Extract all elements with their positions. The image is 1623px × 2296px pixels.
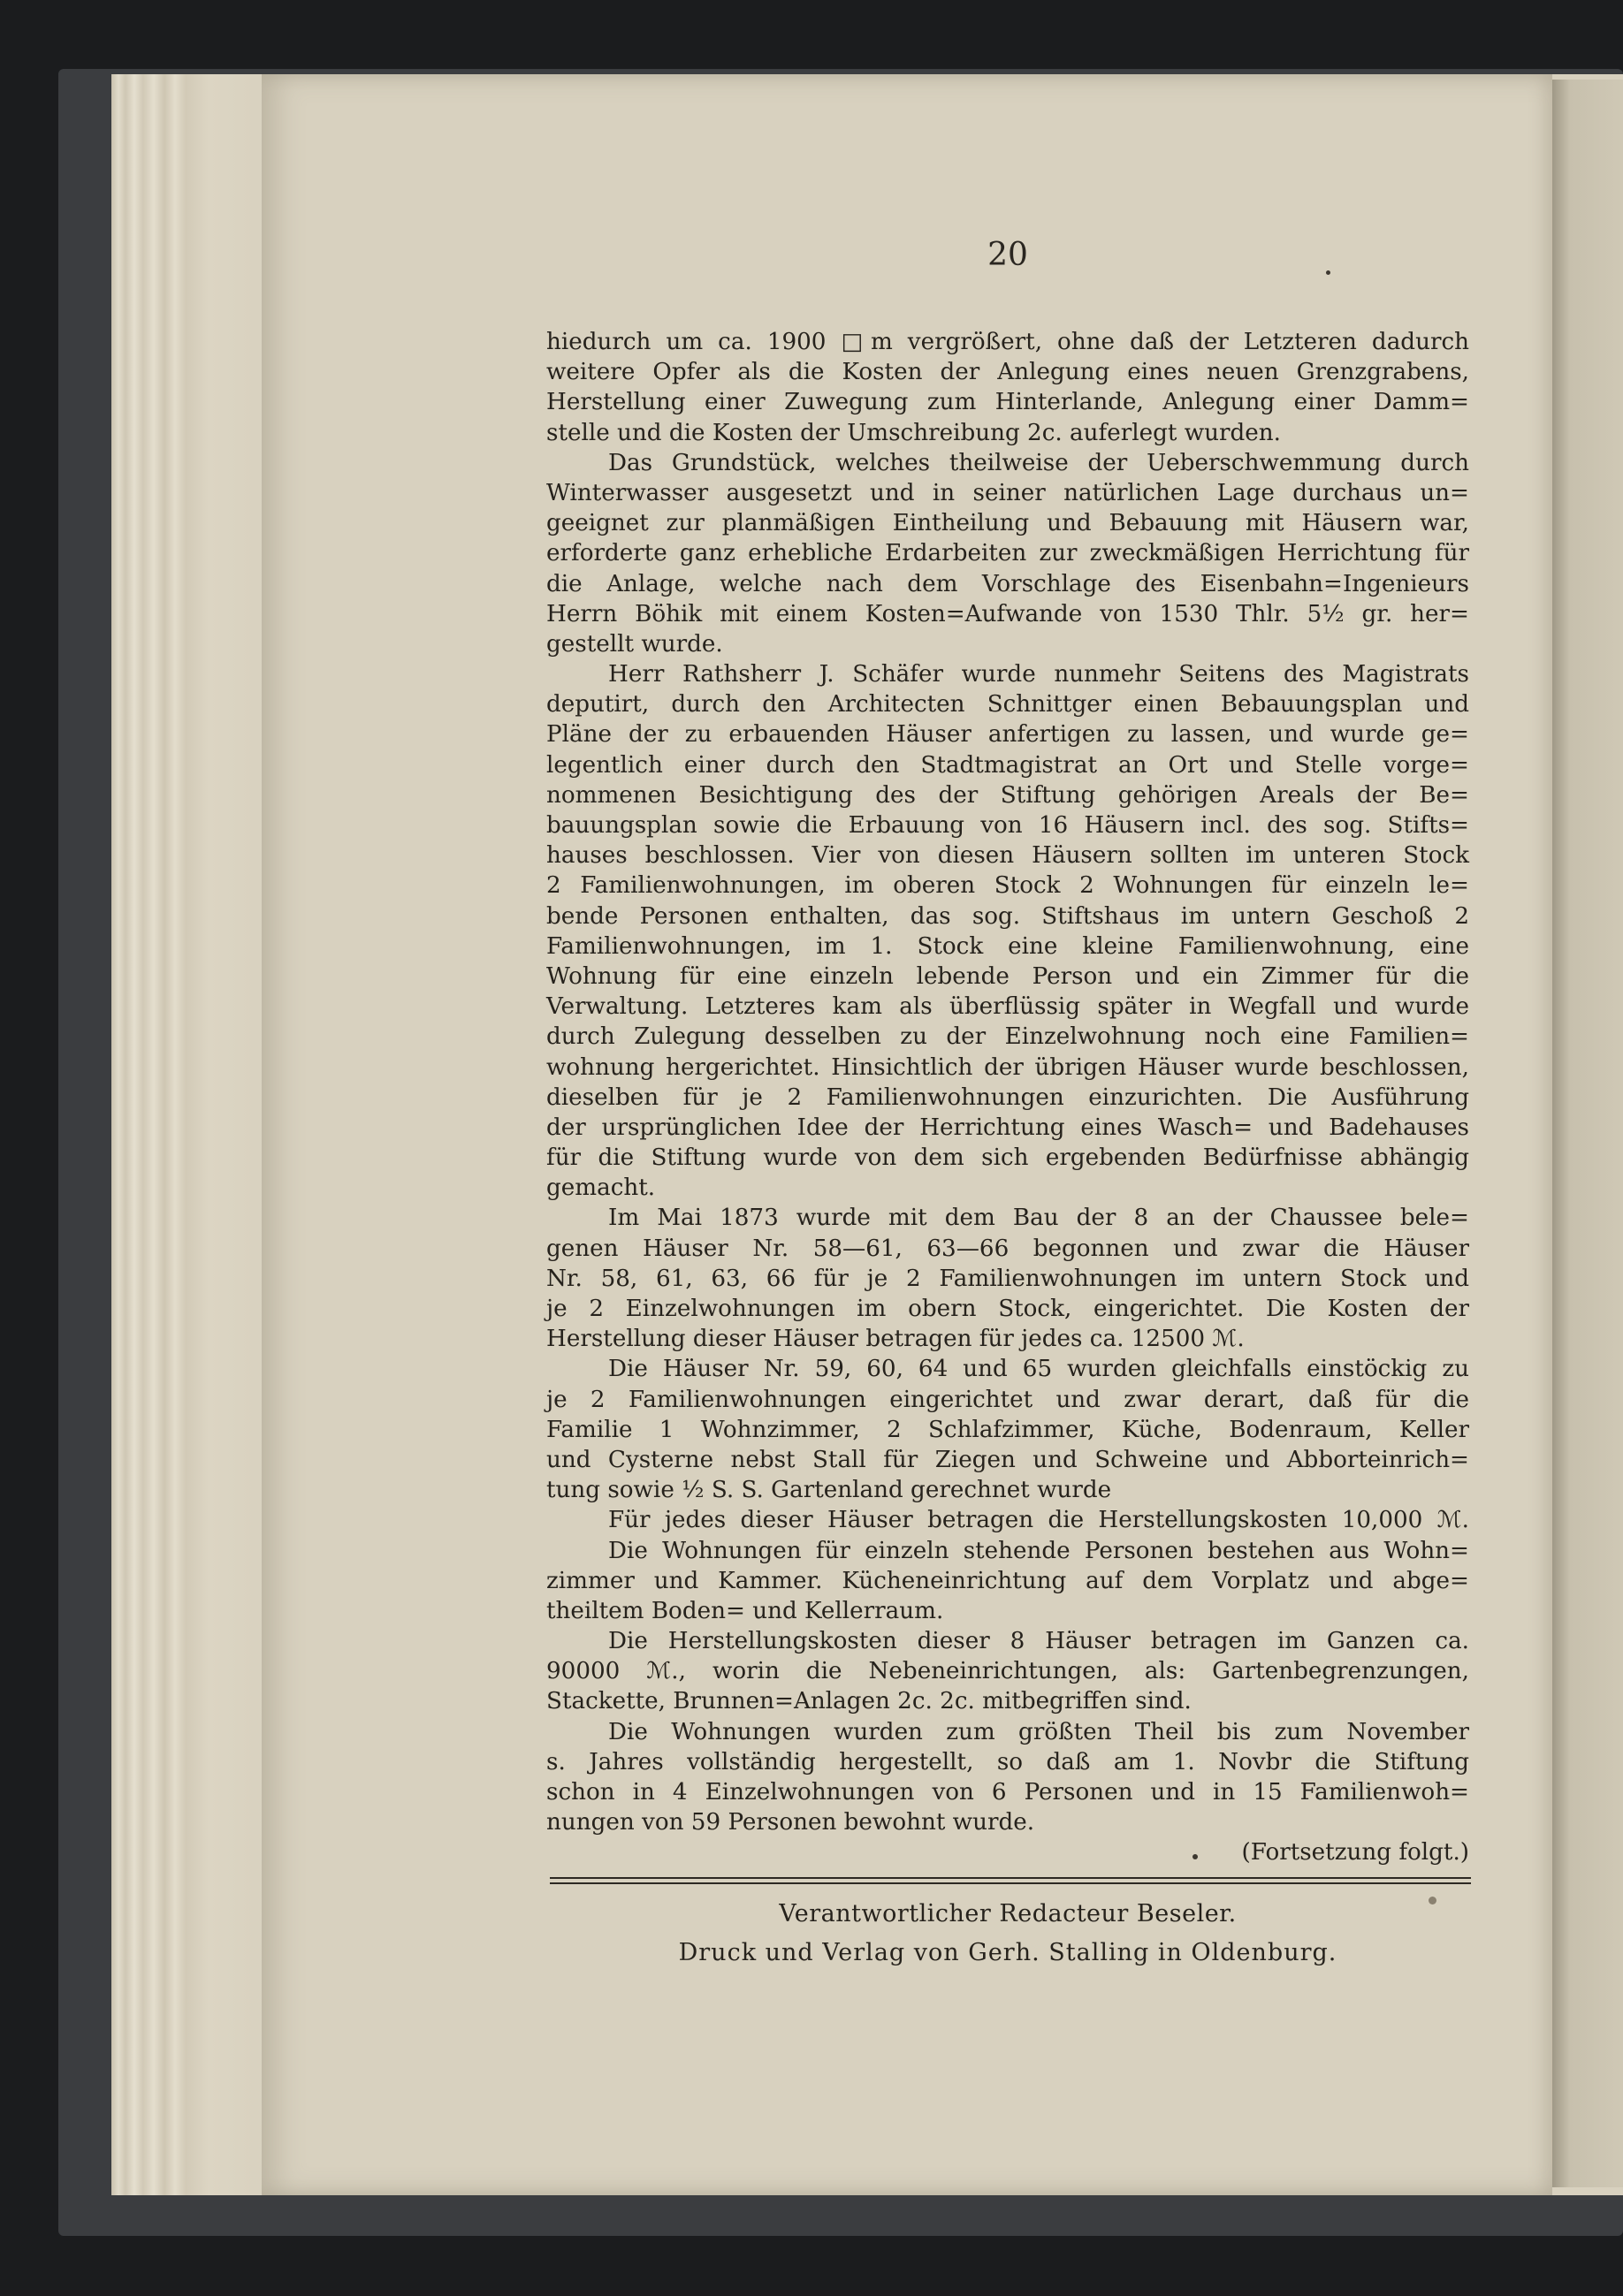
text-line: bauungsplan sowie die Erbauung von 16 Häusern incl. des sog. Stifts= [546, 812, 1469, 839]
text-line: Verwaltung. Letzteres kam als überflüssig später in Wegfall und wurde [546, 993, 1469, 1021]
paper-speck [1326, 270, 1330, 275]
text-line: Im Mai 1873 wurde mit dem Bau der 8 an der Chaussee bele= [608, 1205, 1469, 1232]
text-line: Die Herstellungskosten dieser 8 Häuser betragen im Ganzen ca. [608, 1628, 1469, 1655]
text-line: der ursprünglichen Idee der Herrichtung eines Wasch= und Badehauses [546, 1114, 1469, 1141]
text-line: nommenen Besichtigung des der Stiftung gehörigen Areals der Be= [546, 781, 1469, 809]
text-line: Stackette, Brunnen=Anlagen 2c. 2c. mitbegriffen sind. [546, 1688, 1192, 1715]
text-line: Pläne der zu erbauenden Häuser anfertigen zu lassen, und wurde ge= [546, 721, 1469, 749]
text-line: gestellt wurde. [546, 630, 723, 658]
text-line: 2 Familienwohnungen, im oberen Stock 2 Wohnungen für einzeln le= [546, 872, 1469, 900]
text-line: bende Personen enthalten, das sog. Stiftshaus im untern Geschoß 2 [546, 902, 1469, 930]
text-line: 90000 ℳ., worin die Nebeneinrichtungen, als: Gartenbegrenzungen, [546, 1658, 1469, 1685]
text-line: hauses beschlossen. Vier von diesen Häusern sollten im unteren Stock [546, 842, 1469, 870]
text-line: schon in 4 Einzelwohnungen von 6 Personen und in 15 Familienwoh= [546, 1779, 1469, 1806]
footer-rule-bottom [550, 1882, 1471, 1884]
text-line: wohnung hergerichtet. Hinsichtlich der übrigen Häuser wurde beschlossen, [546, 1053, 1469, 1081]
editor-credit: Verantwortlicher Redacteur Beseler. [779, 1900, 1237, 1927]
text-line: Nr. 58, 61, 63, 66 für je 2 Familienwohnungen im untern Stock und [546, 1265, 1469, 1292]
text-line: je 2 Familienwohnungen eingerichtet und zwar derart, daß für die [546, 1386, 1469, 1413]
text-line: tung sowie ½ S. S. Gartenland gerechnet wurde [546, 1477, 1112, 1504]
paper-speck [1429, 1897, 1436, 1904]
facing-page-edge [1552, 80, 1623, 2187]
text-line: Familienwohnungen, im 1. Stock eine kleine Familienwohnung, eine [546, 932, 1469, 960]
text-line: Die Häuser Nr. 59, 60, 64 und 65 wurden gleichfalls einstöckig zu [608, 1356, 1469, 1383]
text-line: durch Zulegung desselben zu der Einzelwohnung noch eine Familien= [546, 1023, 1469, 1051]
text-line: je 2 Einzelwohnungen im obern Stock, eingerichtet. Die Kosten der [546, 1296, 1469, 1322]
text-line: Herstellung dieser Häuser betragen für jedes ca. 12500 ℳ. [546, 1326, 1245, 1353]
printer-credit: Druck und Verlag von Gerh. Stalling in Oldenburg. [678, 1939, 1337, 1966]
paper-speck [1192, 1854, 1198, 1859]
text-line: s. Jahres vollständig hergestellt, so daß am 1. Novbr die Stiftung [546, 1748, 1469, 1775]
page-number: 20 [987, 237, 1028, 273]
text-line: Familie 1 Wohnzimmer, 2 Schlafzimmer, Küche, Bodenraum, Keller [546, 1416, 1469, 1443]
text-line: für die Stiftung wurde von dem sich ergebenden Bedürfnisse abhängig [546, 1144, 1469, 1172]
text-line: Herstellung einer Zuwegung zum Hinterlande, Anlegung einer Damm= [546, 389, 1469, 416]
text-line: legentlich einer durch den Stadtmagistrat an Ort und Stelle vorge= [546, 751, 1469, 779]
text-line: nungen von 59 Personen bewohnt wurde. [546, 1809, 1035, 1836]
text-line: dieselben für je 2 Familienwohnungen einzurichten. Die Ausführung [546, 1083, 1469, 1111]
text-line: zimmer und Kammer. Kücheneinrichtung auf dem Vorplatz und abge= [546, 1567, 1469, 1594]
text-line: Das Grundstück, welches theilweise der Ueberschwemmung durch [608, 449, 1469, 476]
text-line: Die Wohnungen für einzeln stehende Personen bestehen aus Wohn= [608, 1537, 1469, 1564]
text-line: erforderte ganz erhebliche Erdarbeiten zur zweckmäßigen Herrichtung für [546, 540, 1469, 567]
continuation-note: (Fortsetzung folgt.) [1241, 1839, 1469, 1866]
text-line: genen Häuser Nr. 58—61, 63—66 begonnen und zwar die Häuser [546, 1235, 1469, 1262]
text-line: hiedurch um ca. 1900 □m vergrößert, ohne daß der Letzteren dadurch [546, 329, 1469, 355]
text-line: Herr Rathsherr J. Schäfer wurde nunmehr Seitens des Magistrats [608, 661, 1469, 688]
footer-rule-top [550, 1877, 1471, 1879]
text-line: geeignet zur planmäßigen Eintheilung und Bebauung mit Häusern war, [546, 510, 1469, 537]
text-line: Winterwasser ausgesetzt und in seiner natürlichen Lage durchaus un= [546, 479, 1469, 506]
text-line: gemacht. [546, 1175, 656, 1202]
text-line: deputirt, durch den Architecten Schnittger einen Bebauungsplan und [546, 691, 1469, 718]
text-line: Wohnung für eine einzeln lebende Person und ein Zimmer für die [546, 962, 1469, 990]
text-line: und Cysterne nebst Stall für Ziegen und Schweine und Abborteinrich= [546, 1446, 1469, 1473]
text-line: Herrn Böhik mit einem Kosten=Aufwande von 1530 Thlr. 5½ gr. her= [546, 600, 1469, 627]
text-line: stelle und die Kosten der Umschreibung 2c. auferlegt wurden. [546, 419, 1281, 446]
text-line: Für jedes dieser Häuser betragen die Herstellungskosten 10,000 ℳ. [608, 1507, 1469, 1534]
text-line: weitere Opfer als die Kosten der Anlegung eines neuen Grenzgrabens, [546, 359, 1469, 386]
text-line: theiltem Boden= und Kellerraum. [546, 1597, 944, 1624]
text-line: Die Wohnungen wurden zum größten Theil bis zum November [608, 1718, 1469, 1745]
text-line: die Anlage, welche nach dem Vorschlage des Eisenbahn=Ingenieurs [546, 570, 1469, 597]
body-text [546, 327, 1469, 1868]
